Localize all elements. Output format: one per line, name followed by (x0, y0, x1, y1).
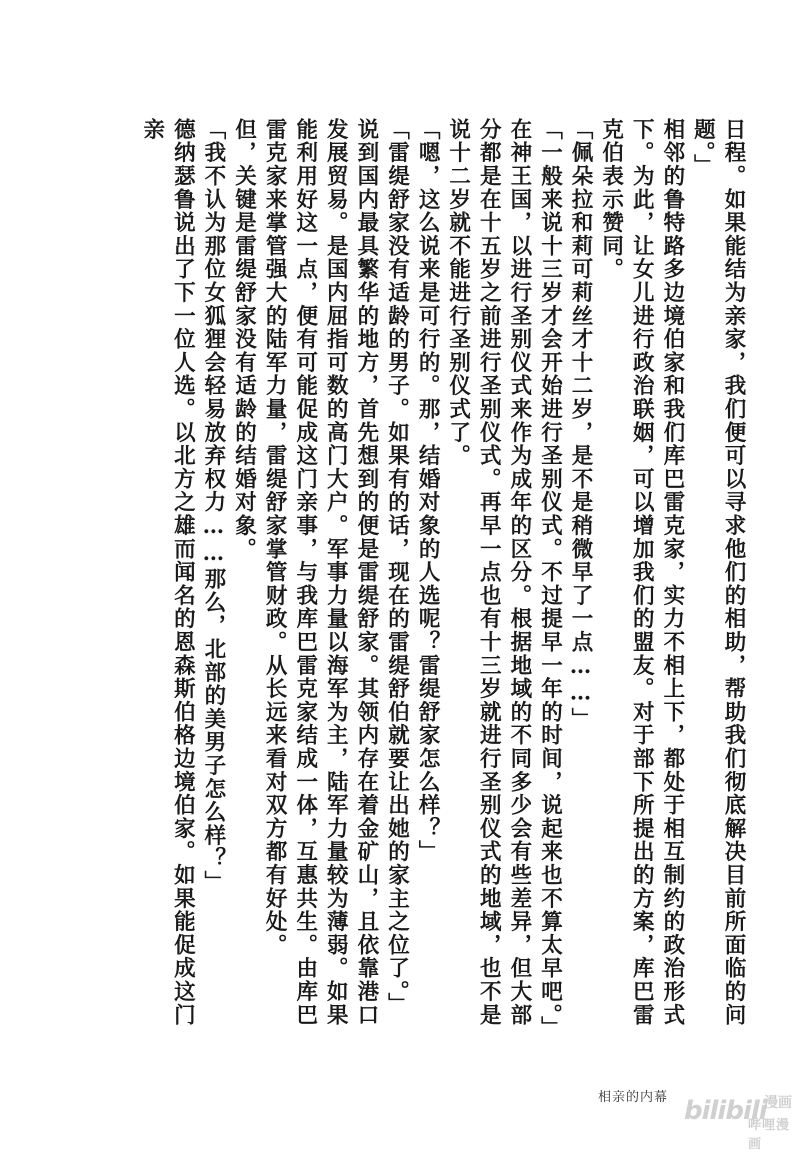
paragraph-3: 「佩朵拉和莉可莉丝才十二岁，是不是稍微早了一点……」 (568, 118, 594, 731)
paragraph-6: 「嗯，这么说来是可行的。那，结婚对象的人选呢？雷缇舒家怎么样？」 (415, 118, 441, 864)
paragraph-4: 「一般来说十三岁才会开始进行圣别仪式。不过提早一年的时间，说起来也不算太早吧。」 (537, 118, 563, 1040)
paragraph-5: 在神王国，以进行圣别仪式来作为成年的区分。根据地域的不同多少会有些差异，但大部分都是在十五岁之前进行圣别仪式。再早一点也有十三岁就进行圣别仪式的地域，也不是说十二岁就不能进行圣别仪式了。 (445, 118, 532, 1027)
watermark-label-bilibili-manhua: 哔哩漫画 (748, 1118, 791, 1152)
paragraph-9: 但，关键是雷缇舒家没有适龄的结婚对象。 (231, 118, 257, 561)
paragraph-1: 日程。如果能结为亲家，我们便可以寻求他们的相助，帮助我们彻底解决目前所面临的问题。」 (690, 118, 746, 1027)
bilibili-logo: bilibili (684, 1096, 767, 1126)
vertical-text-body (136, 118, 748, 1040)
watermark-label-manhua: 漫画 (764, 1095, 792, 1111)
paragraph-2: 相邻的鲁特路多边境伯家和我们库巴雷克家，实力不相上下，都处于相互制约的政治形式下。为此，让女儿进行政治联姻，可以增加我们的盟友。对于部下所提出的方案，库巴雷克伯表示赞同。 (598, 118, 685, 1027)
paragraph-10: 「我不认为那位女狐狸会轻易放弃权力……那么，北部的美男子怎么样？」 (200, 118, 226, 894)
paragraph-7: 「雷缇舒家没有适龄的男子。如果有的话，现在的雷缇舒伯就要让出她的家主之位了。」 (384, 118, 410, 1016)
bilibili-watermark (684, 1092, 796, 1152)
chapter-title: 相亲的内幕 (598, 1090, 669, 1105)
paragraph-8: 说到国内最具繁华的地方，首先想到的便是雷缇舒家。其领内存在着金矿山，且依靠港口发展贸易。是国内屈指可数的高门大户。军事力量以海军为主，陆军力量较为薄弱。如果能利用好这一点，便有可能促成这门亲事，与我库巴雷克家结成一体，互惠共生。由库巴雷克家来掌管强大的陆军力量，雷缇舒家掌管财政。从长远来看对双方都有好处。 (262, 118, 379, 1027)
paragraph-11: 德纳瑟鲁说出了下一位人选。以北方之雄而闻名的恩森斯伯格边境伯家。如果能促成这门亲 (139, 118, 196, 1027)
